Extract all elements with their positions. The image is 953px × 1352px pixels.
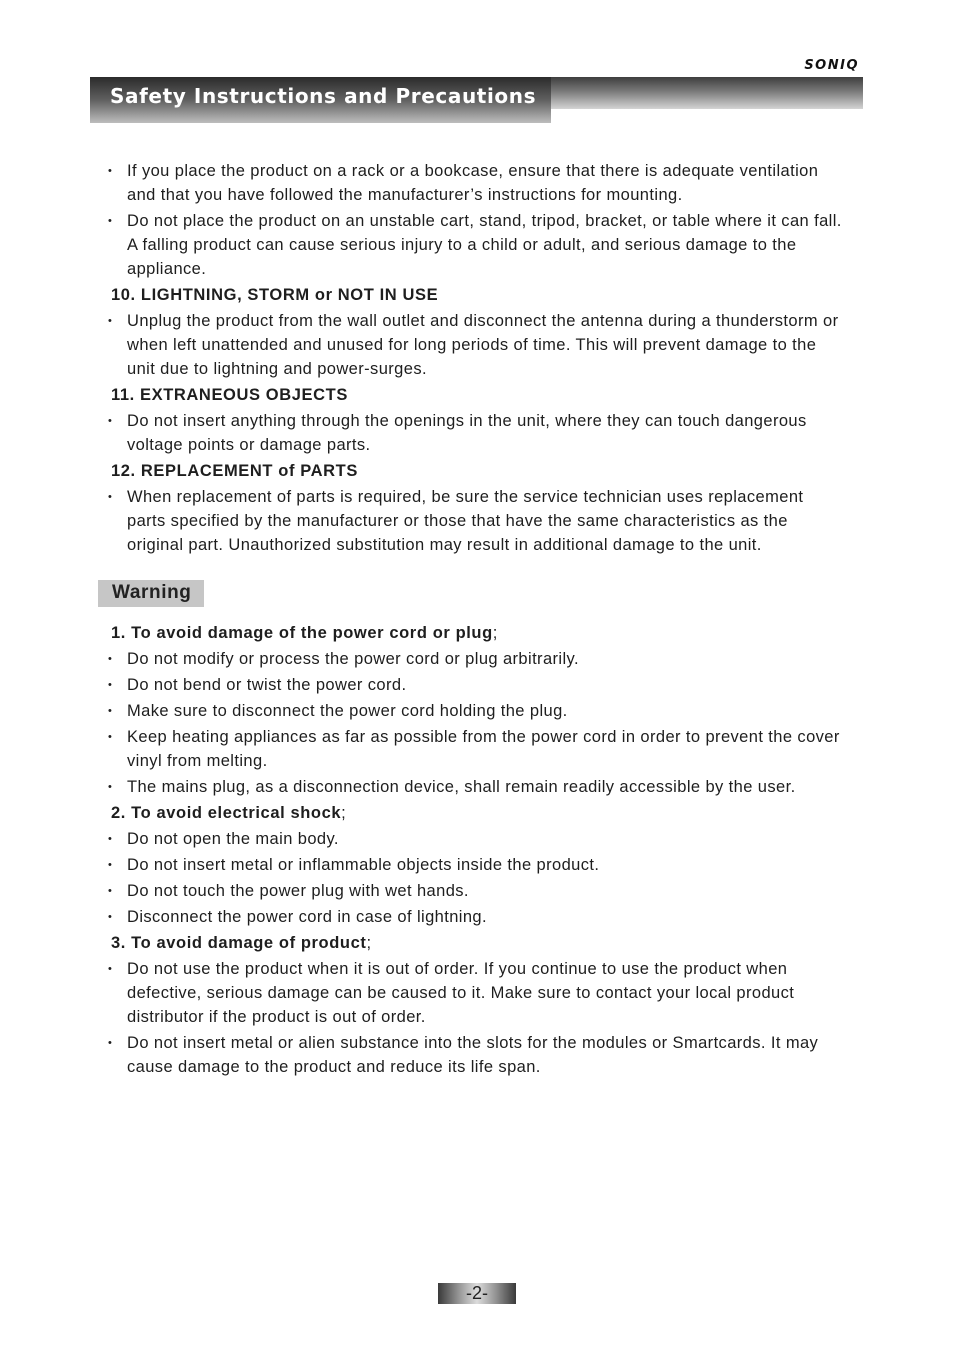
brand-logo: SONIQ — [804, 58, 859, 73]
bullet-icon: • — [108, 963, 113, 975]
item-text: When replacement of parts is required, be sure the service technician uses replacement parts specified by the manufacturer or those that have the same characteristics as the original part. Unauthorized substitution may result in additional damage to the unit. — [127, 488, 804, 554]
bullet-icon: • — [108, 911, 113, 923]
bullet-icon: • — [108, 415, 113, 427]
list-item — [106, 409, 846, 457]
section-heading: 10. LIGHTNING, STORM or NOT IN USE — [111, 286, 439, 304]
item-text: Do not insert anything through the openings in the unit, where they can touch dangerous voltage points or damage parts. — [127, 412, 807, 454]
heading-suffix: ; — [492, 624, 498, 642]
item-text: Unplug the product from the wall outlet and disconnect the antenna during a thunderstorm or when left unattended and unused for long periods of time. This will prevent damage to the unit due to lightning and power-surges. — [127, 312, 839, 378]
item-text: Do not touch the power plug with wet hands. — [127, 882, 469, 900]
item-text: Do not bend or twist the power cord. — [127, 676, 407, 694]
list-item — [106, 957, 846, 1029]
bullet-icon: • — [108, 731, 113, 743]
bullet-icon: • — [108, 859, 113, 871]
bullet-icon: • — [108, 705, 113, 717]
item-text: Do not insert metal or alien substance into the slots for the modules or Smartcards. It may cause damage to the product and reduce its life span. — [127, 1034, 819, 1076]
section-heading: 11. EXTRANEOUS OBJECTS — [111, 386, 348, 404]
list-item — [106, 209, 846, 281]
bullet-icon: • — [108, 491, 113, 503]
bullet-icon: • — [108, 653, 113, 665]
item-text: Do not use the product when it is out of order. If you continue to use the product when defective, serious damage can be caused to it. Make sure to contact your local product distributor if the product is out of order. — [127, 960, 795, 1026]
item-text: Do not place the product on an unstable cart, stand, tripod, bracket, or table where it can fall. A falling product can cause serious injury to a child or adult, and serious damage to the appliance. — [127, 212, 842, 278]
list-item — [106, 879, 846, 903]
bullet-icon: • — [108, 833, 113, 845]
list-item — [106, 159, 846, 207]
list-item — [106, 485, 846, 557]
page-title: Safety Instructions and Precautions — [110, 84, 537, 108]
list-item — [106, 647, 846, 671]
bullet-icon: • — [108, 781, 113, 793]
item-text: Do not modify or process the power cord or plug arbitrarily. — [127, 650, 579, 668]
warning-group-title: 3. To avoid damage of product — [111, 934, 367, 952]
warning-group-heading — [111, 621, 846, 645]
list-item — [106, 309, 846, 381]
list-item — [106, 699, 846, 723]
item-text: If you place the product on a rack or a bookcase, ensure that there is adequate ventilation and that you have followed the manufacturer’s instructions for mounting. — [127, 162, 819, 204]
item-text: Keep heating appliances as far as possible from the power cord in order to prevent the cover vinyl from melting. — [127, 728, 840, 770]
item-text: The mains plug, as a disconnection device, shall remain readily accessible by the user. — [127, 778, 796, 796]
list-item — [106, 1031, 846, 1079]
section-heading: 12. REPLACEMENT of PARTS — [111, 462, 358, 480]
page-content — [106, 157, 846, 1081]
list-item — [106, 725, 846, 773]
list-item — [106, 673, 846, 697]
bullet-icon: • — [108, 679, 113, 691]
list-item — [106, 775, 846, 799]
heading-suffix: ; — [341, 804, 347, 822]
item-text: Disconnect the power cord in case of lightning. — [127, 908, 487, 926]
bullet-icon: • — [108, 315, 113, 327]
page-number: -2- — [466, 1283, 488, 1303]
list-item — [106, 827, 846, 851]
bullet-icon: • — [108, 885, 113, 897]
item-text: Do not insert metal or inflammable objects inside the product. — [127, 856, 600, 874]
warning-group-heading — [111, 801, 846, 825]
list-item — [106, 905, 846, 929]
item-text: Make sure to disconnect the power cord holding the plug. — [127, 702, 568, 720]
warning-label: Warning — [98, 580, 204, 607]
bullet-icon: • — [108, 165, 113, 177]
warning-group-title: 2. To avoid electrical shock — [111, 804, 342, 822]
item-text: Do not open the main body. — [127, 830, 339, 848]
warning-group-title: 1. To avoid damage of the power cord or plug — [111, 624, 493, 642]
warning-group-heading — [111, 931, 846, 955]
heading-suffix: ; — [366, 934, 372, 952]
bullet-icon: • — [108, 215, 113, 227]
bullet-icon: • — [108, 1037, 113, 1049]
list-item — [106, 853, 846, 877]
